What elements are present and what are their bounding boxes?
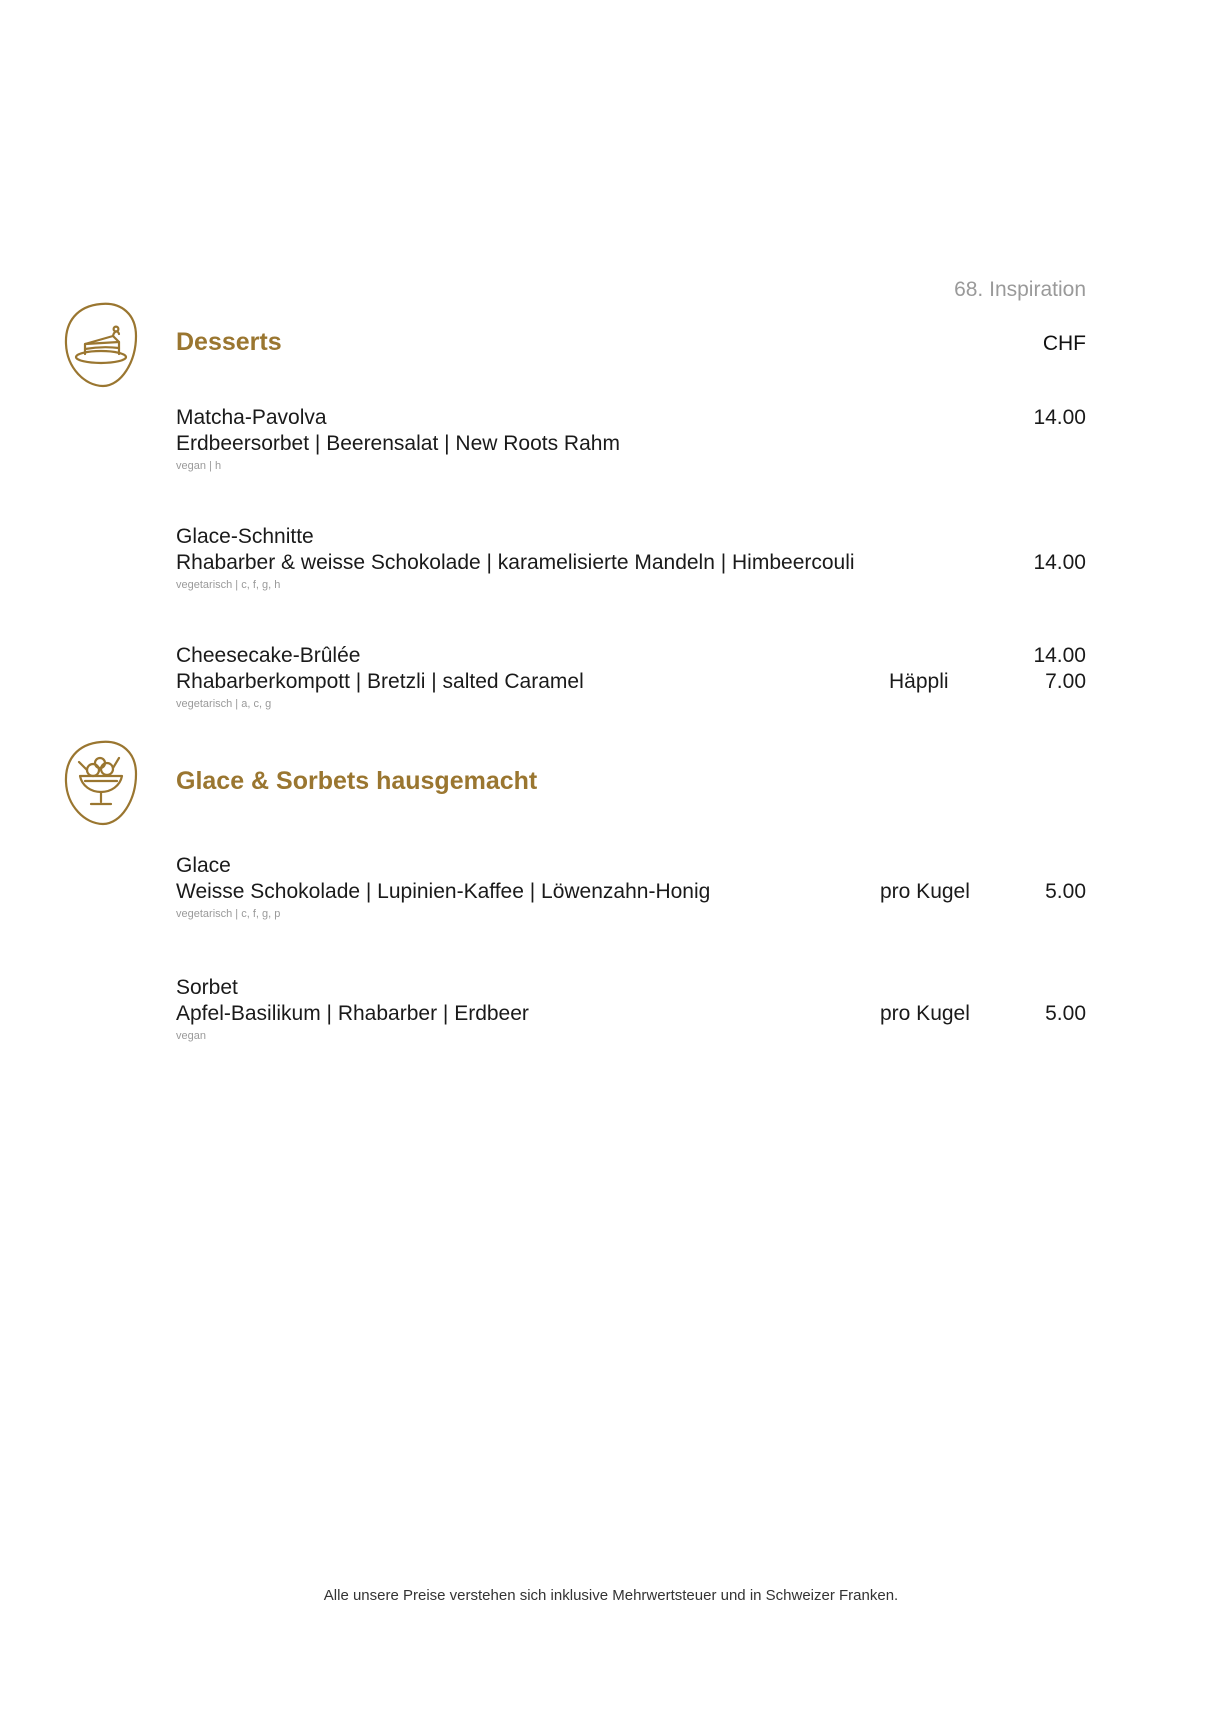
dish-description: Rhabarber & weisse Schokolade | karamelisierte Mandeln | Himbeercouli [176, 551, 855, 574]
cake-icon [63, 302, 139, 388]
unit-label: pro Kugel [880, 1002, 970, 1025]
dish-name: Cheesecake-Brûlée [176, 644, 361, 667]
dish-allergens: vegetarisch | a, c, g [176, 698, 272, 710]
dish-name: Glace [176, 854, 231, 877]
dish-description: Erdbeersorbet | Beerensalat | New Roots Rahm [176, 432, 620, 455]
unit-label: pro Kugel [880, 880, 970, 903]
dish-allergens: vegan | h [176, 460, 222, 472]
inspiration-number: 68. Inspiration [954, 278, 1086, 301]
dish-description: Weisse Schokolade | Lupinien-Kaffee | Löwenzahn-Honig [176, 880, 711, 903]
dish-description: Apfel-Basilikum | Rhabarber | Erdbeer [176, 1002, 529, 1025]
currency-label: CHF [1042, 332, 1086, 355]
section-title-glace-sorbets: Glace & Sorbets hausgemacht [176, 767, 538, 795]
dish-name: Glace-Schnitte [176, 525, 314, 548]
dish-name: Matcha-Pavolva [176, 406, 327, 429]
dish-price: 14.00 [1033, 644, 1086, 667]
dish-description: Rhabarberkompott | Bretzli | salted Caramel [176, 670, 584, 693]
section-title-desserts: Desserts [176, 328, 282, 356]
dish-allergens: vegetarisch | c, f, g, p [176, 908, 281, 920]
dish-allergens: vegetarisch | c, f, g, h [176, 579, 281, 591]
dish-price: 14.00 [1033, 551, 1086, 574]
price-disclaimer: Alle unsere Preise verstehen sich inklusive Mehrwertsteuer und in Schweizer Franken. [323, 1587, 899, 1604]
small-portion-label: Häppli [889, 670, 949, 693]
dish-price: 14.00 [1033, 406, 1086, 429]
small-portion-price: 7.00 [1045, 670, 1086, 693]
dish-name: Sorbet [176, 976, 238, 999]
dish-price: 5.00 [1045, 880, 1086, 903]
dish-allergens: vegan [176, 1030, 206, 1042]
dish-price: 5.00 [1045, 1002, 1086, 1025]
ice-cream-sundae-icon [63, 740, 139, 826]
